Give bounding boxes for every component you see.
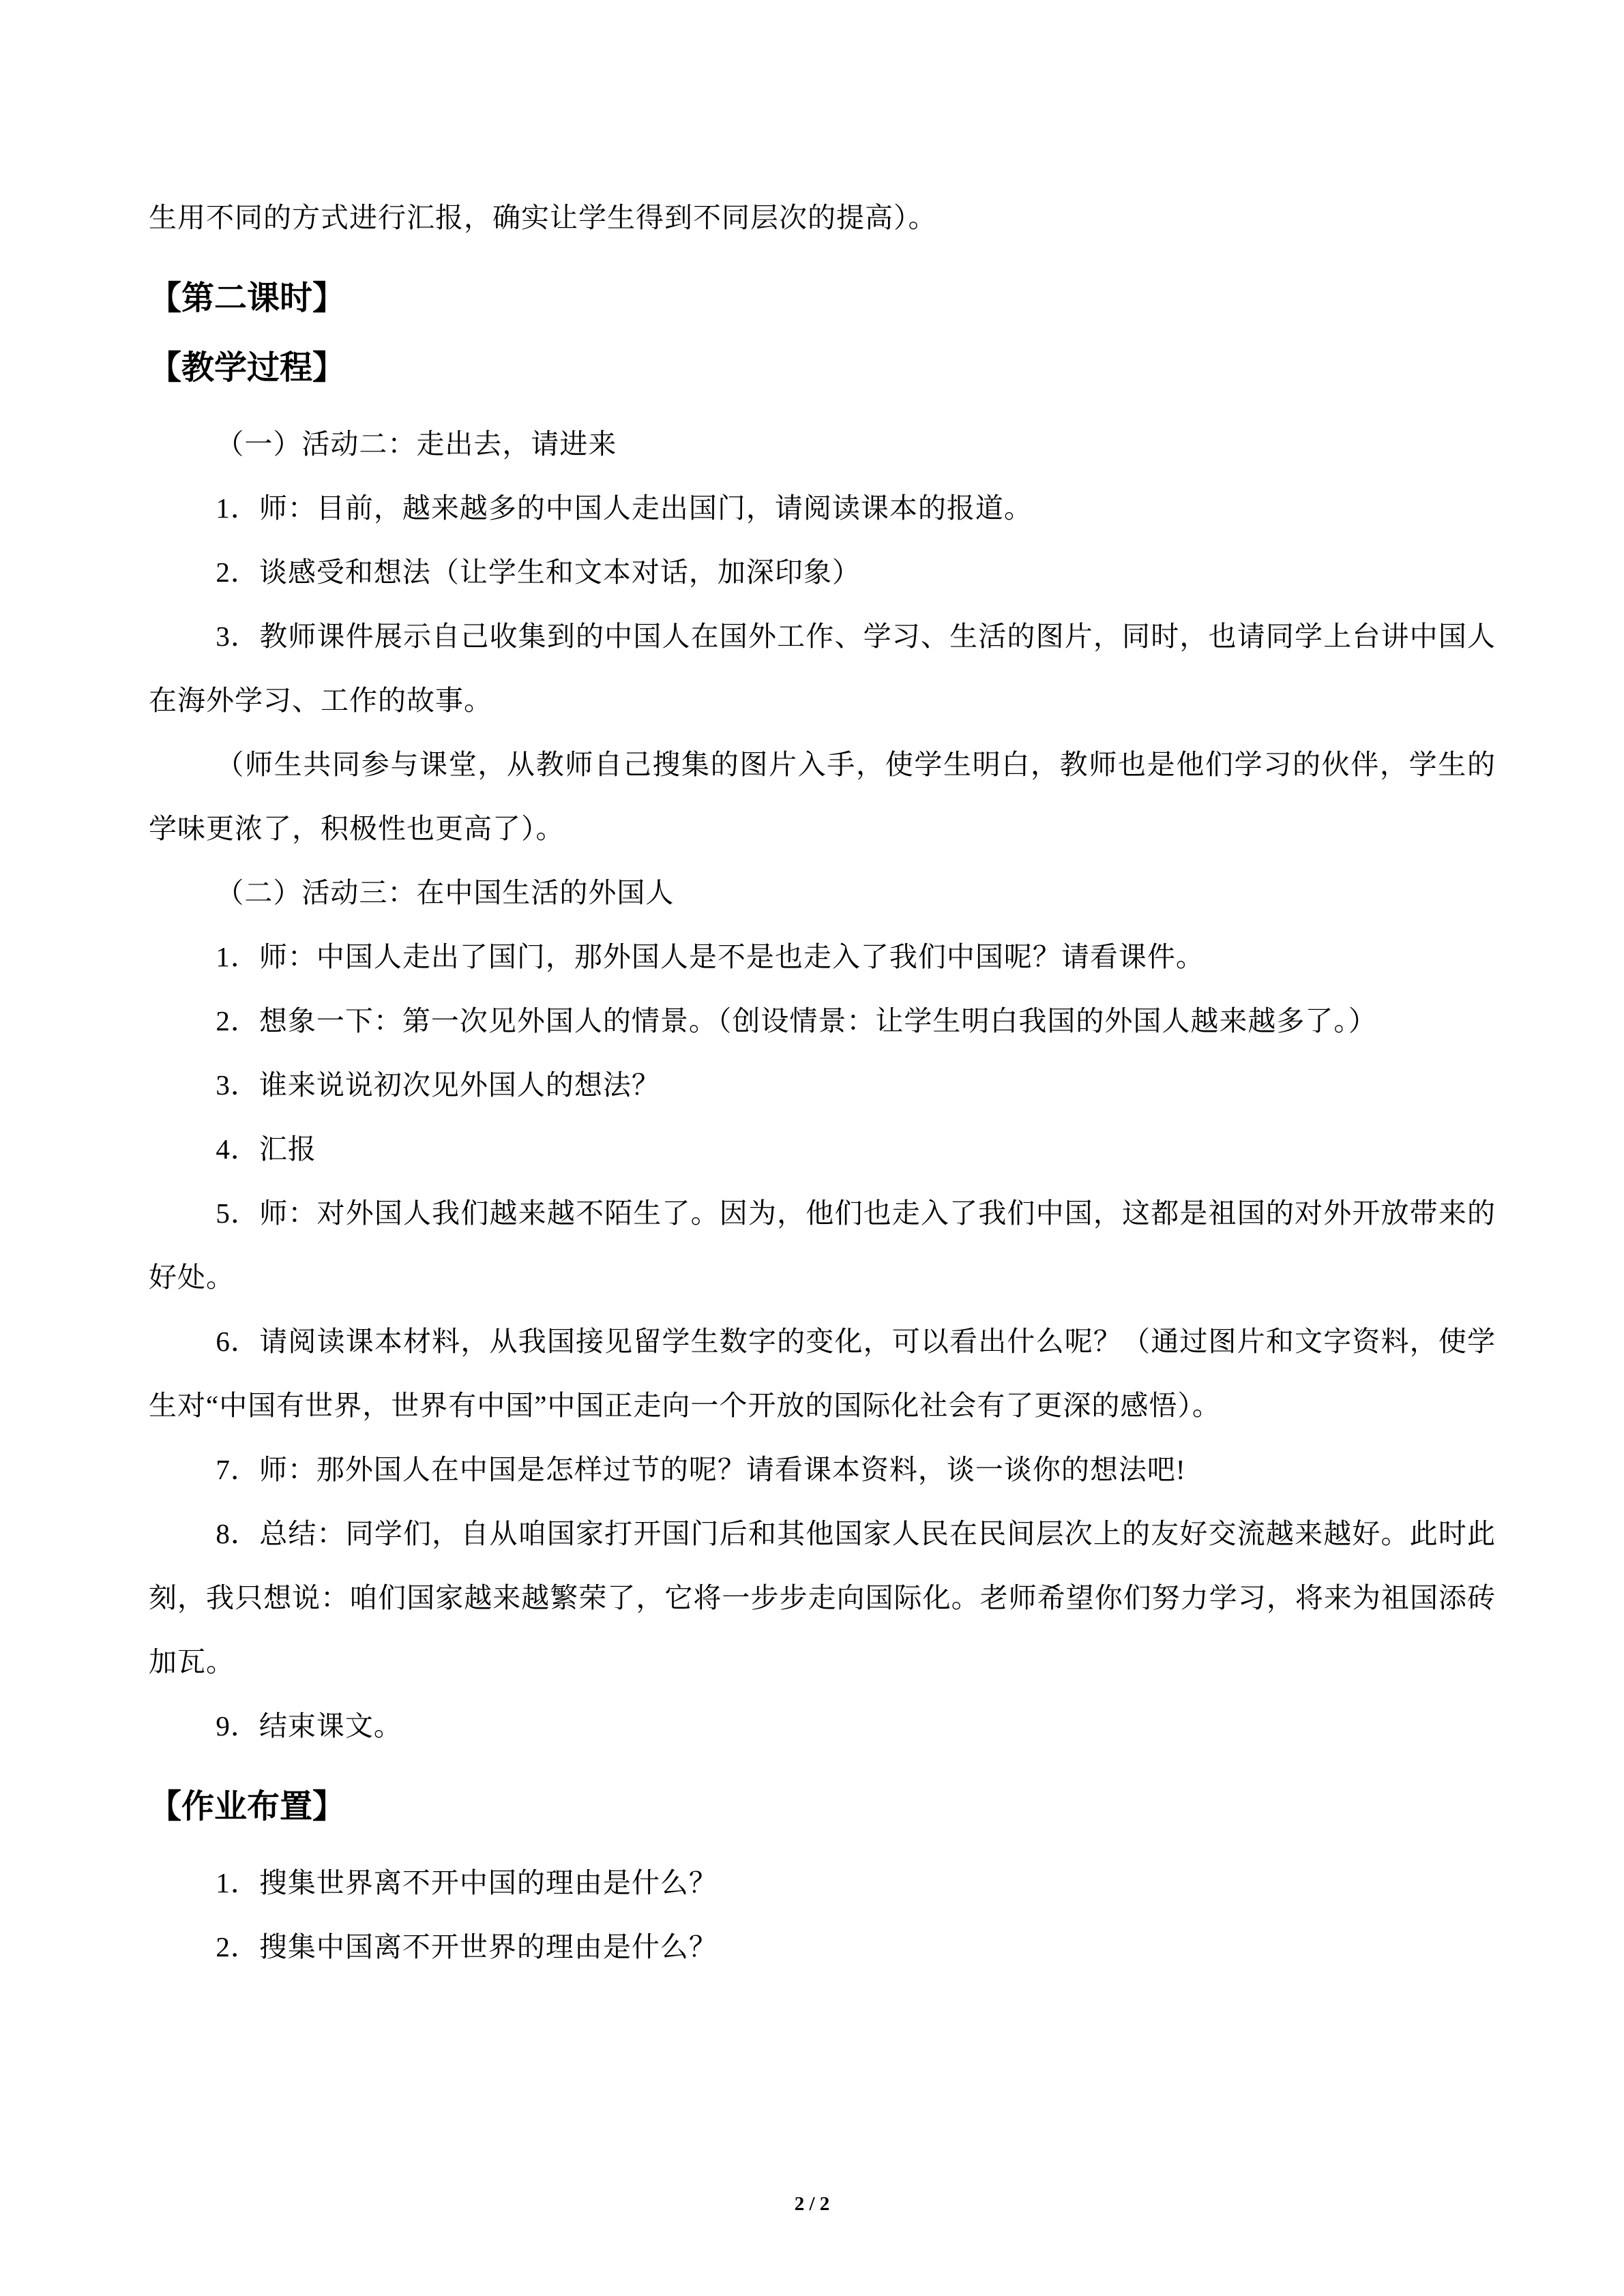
paragraph: 1．搜集世界离不开中国的理由是什么？ [216, 1867, 718, 1898]
section-heading-homework: 【作业布置】 [149, 1789, 346, 1825]
paragraph: 1．师：中国人走出了国门，那外国人是不是也走入了我们中国呢？请看课件。 [216, 941, 1205, 972]
paragraph: 4．汇报 [216, 1133, 316, 1165]
paragraph: 2．搜集中国离不开世界的理由是什么？ [216, 1931, 718, 1963]
page-number: 2 / 2 [794, 2193, 830, 2215]
paragraph: 生用不同的方式进行汇报，确实让学生得到不同层次的提高）。 [149, 202, 937, 233]
paragraph: 2．谈感受和想法（让学生和文本对话，加深印象） [216, 556, 861, 588]
paragraph: （二）活动三：在中国生活的外国人 [216, 877, 675, 908]
section-heading-teaching-process: 【教学过程】 [149, 350, 346, 386]
section-heading-lesson-2: 【第二课时】 [149, 280, 346, 316]
paragraph: 8．总结：同学们，自从咱国家打开国门后和其他国家人民在民间层次上的友好交流越来越好。此时此刻，我只想说：咱们国家越来越繁荣了，它将一步步走向国际化。老师希望你们努力学习，将来为祖国添砖加瓦。 [149, 1518, 1496, 1678]
paragraph: 3．教师课件展示自己收集到的中国人在国外工作、学习、生活的图片，同时，也请同学上台讲中国人在海外学习、工作的故事。 [149, 621, 1496, 716]
paragraph: 6．请阅读课本材料，从我国接见留学生数字的变化，可以看出什么呢？（通过图片和文字资料，使学生对“中国有世界，世界有中国”中国正走向一个开放的国际化社会有了更深的感悟）。 [149, 1326, 1496, 1421]
paragraph: 1．师：目前，越来越多的中国人走出国门，请阅读课本的报道。 [216, 492, 1033, 524]
paragraph: 9．结束课文。 [216, 1710, 402, 1742]
paragraph: 3．谁来说说初次见外国人的想法？ [216, 1069, 660, 1101]
paragraph: （师生共同参与课堂，从教师自己搜集的图片入手，使学生明白，教师也是他们学习的伙伴，学生的学味更浓了，积极性也更高了）。 [149, 749, 1496, 844]
paragraph: 7．师：那外国人在中国是怎样过节的呢？请看课本资料，谈一谈你的想法吧! [216, 1454, 1186, 1485]
paragraph: （一）活动二：走出去，请进来 [216, 428, 617, 460]
paragraph: 2．想象一下：第一次见外国人的情景。（创设情景：让学生明白我国的外国人越来越多了。） [216, 1005, 1377, 1037]
paragraph: 5．师：对外国人我们越来越不陌生了。因为，他们也走入了我们中国，这都是祖国的对外开放带来的好处。 [149, 1197, 1496, 1293]
